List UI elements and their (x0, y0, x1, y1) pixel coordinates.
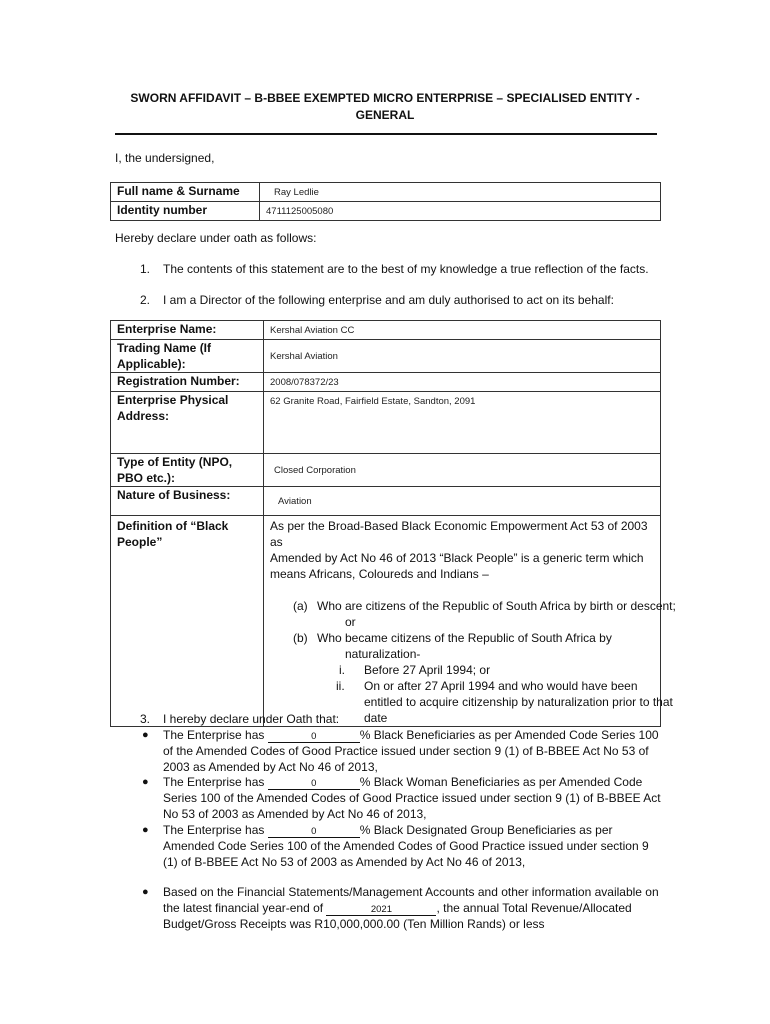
item-a-line2: or (345, 615, 356, 629)
item-3-number: 3. (140, 712, 151, 726)
bullet-4-line2 (163, 900, 632, 916)
item-a-marker: (a) (293, 599, 308, 613)
physical-address-value: 62 Granite Road, Fairfield Estate, Sandton, 2091 (270, 396, 476, 407)
item-i-marker: i. (339, 663, 345, 677)
bullet-1-line2: of the Amended Codes of Good Practice issued under section 9 (1) of B-BBEE Act No 53 of (163, 744, 649, 758)
title-divider (115, 133, 657, 135)
bullet-4-icon: ● (142, 886, 149, 898)
identity-number-field[interactable] (260, 202, 661, 221)
trading-name-label (111, 340, 264, 373)
bullet-1-icon: ● (142, 729, 149, 741)
bullet-1-suffix: % Black Beneficiaries as per Amended Code Series 100 (359, 728, 659, 742)
bullet-4-prefix: the latest financial year-end of (163, 901, 327, 915)
item-3-text: I hereby declare under Oath that: (163, 712, 340, 726)
item-ii-line2: entitled to acquire citizenship by naturalization prior to that (364, 695, 673, 709)
enterprise-name-label: Enterprise Name: (111, 321, 264, 340)
item-1-number: 1. (140, 262, 151, 276)
bullet-1-line3: 2003 as Amended by Act No 46 of 2013, (163, 760, 378, 774)
definition-item-a (270, 598, 676, 630)
definition-item-b (270, 630, 660, 662)
definition-label-line1: Definition of “Black (117, 519, 229, 533)
item-b-marker: (b) (293, 631, 308, 645)
bullet-4-line1: Based on the Financial Statements/Management Accounts and other information available on (163, 885, 659, 899)
registration-number-label: Registration Number: (111, 373, 264, 392)
black-people-definition-label (111, 516, 264, 727)
full-name-value: Ray Ledlie (274, 187, 319, 198)
entity-type-field[interactable] (264, 454, 661, 487)
declare-text: Hereby declare under oath as follows: (115, 231, 317, 245)
item-2-number: 2. (140, 293, 151, 307)
item-i-text: Before 27 April 1994; or (364, 663, 491, 677)
financial-year-end-field[interactable]: 2021 (326, 904, 436, 916)
item-2-text: I am a Director of the following enterprise and am duly authorised to act on its behalf: (163, 293, 614, 307)
bullet-1-prefix: The Enterprise has (163, 728, 268, 742)
item-ii-line1: On or after 27 April 1994 and who would have been (364, 679, 638, 693)
enterprise-name-value: Kershal Aviation CC (270, 325, 355, 336)
definition-line-3: means Africans, Coloureds and Indians – (270, 567, 489, 581)
enterprise-table (110, 320, 676, 727)
black-beneficiaries-percent-field[interactable]: 0 (268, 731, 360, 743)
identity-number-value: 4711125005080 (266, 206, 334, 217)
entity-type-label-line2: PBO etc.): (117, 471, 176, 485)
black-designated-group-percent-field[interactable]: 0 (268, 826, 360, 838)
bullet-2-line1 (163, 774, 642, 790)
nature-of-business-label: Nature of Business: (111, 487, 264, 516)
document-title (115, 90, 655, 124)
bullet-4-suffix: , the annual Total Revenue/Allocated (436, 901, 632, 915)
bullet-3-suffix: % Black Designated Group Beneficiaries as per (359, 823, 613, 837)
bullet-3-line2: Amended Code Series 100 of the Amended Codes of Good Practice issued under section 9 (163, 839, 649, 853)
definition-label-line2: People” (117, 535, 163, 549)
bullet-1-line1 (163, 727, 659, 743)
item-a-line1: Who are citizens of the Republic of South Africa by birth or descent; (317, 599, 676, 613)
item-1-text: The contents of this statement are to the best of my knowledge a true reflection of the facts. (163, 262, 649, 276)
registration-number-field[interactable] (264, 373, 661, 392)
trading-name-label-line1: Trading Name (If (117, 341, 212, 355)
bullet-3-line3: (1) of B-BBEE Act No 53 of 2003 as Amended by Act No 46 of 2013, (163, 855, 526, 869)
black-people-definition-text (264, 516, 676, 727)
enterprise-name-field[interactable] (264, 321, 661, 340)
bullet-2-line3: No 53 of 2003 as Amended by Act No 46 of 2013, (163, 807, 427, 821)
item-b-line1: Who became citizens of the Republic of South Africa by (317, 631, 612, 645)
definition-line-2: Amended by Act No 46 of 2013 “Black People” is a generic term which (270, 551, 644, 565)
definition-item-i (270, 662, 660, 678)
identity-table (110, 182, 661, 221)
identity-number-label: Identity number (111, 202, 260, 221)
item-b-line2: naturalization- (345, 647, 421, 661)
bullet-3-line1 (163, 822, 613, 838)
trading-name-field[interactable] (264, 340, 661, 373)
bullet-2-line2: Series 100 of the Amended Codes of Good Practice issued under section 9 (1) of B-BBEE Act (163, 791, 661, 805)
trading-name-value: Kershal Aviation (270, 351, 338, 362)
physical-address-label (111, 392, 264, 454)
bullet-2-prefix: The Enterprise has (163, 775, 268, 789)
item-ii-marker: ii. (336, 679, 345, 693)
bullet-2-icon: ● (142, 776, 149, 788)
entity-type-label-line1: Type of Entity (NPO, (117, 455, 233, 469)
item-ii-line3: date (364, 711, 388, 725)
intro-text: I, the undersigned, (115, 151, 215, 165)
full-name-field[interactable] (260, 183, 661, 202)
entity-type-value: Closed Corporation (274, 465, 356, 476)
nature-of-business-value: Aviation (278, 496, 312, 507)
nature-of-business-field[interactable] (264, 487, 661, 516)
title-line-2: GENERAL (355, 108, 415, 122)
full-name-label: Full name & Surname (111, 183, 260, 202)
physical-address-label-line1: Enterprise Physical (117, 393, 229, 407)
bullet-3-icon: ● (142, 824, 149, 836)
registration-number-value: 2008/078372/23 (270, 377, 339, 388)
title-line-1: SWORN AFFIDAVIT – B-BBEE EXEMPTED MICRO ENTERPRISE – SPECIALISED ENTITY - (130, 91, 640, 105)
entity-type-label (111, 454, 264, 487)
physical-address-field[interactable] (264, 392, 661, 454)
bullet-3-prefix: The Enterprise has (163, 823, 268, 837)
trading-name-label-line2: Applicable): (117, 357, 186, 371)
black-woman-beneficiaries-percent-field[interactable]: 0 (268, 778, 360, 790)
bullet-4-line3: Budget/Gross Receipts was R10,000,000.00 (Ten Million Rands) or less (163, 917, 545, 931)
bullet-2-suffix: % Black Woman Beneficiaries as per Amended Code (359, 775, 643, 789)
physical-address-label-line2: Address: (117, 409, 170, 423)
definition-line-1: As per the Broad-Based Black Economic Empowerment Act 53 of 2003 as (270, 519, 648, 549)
